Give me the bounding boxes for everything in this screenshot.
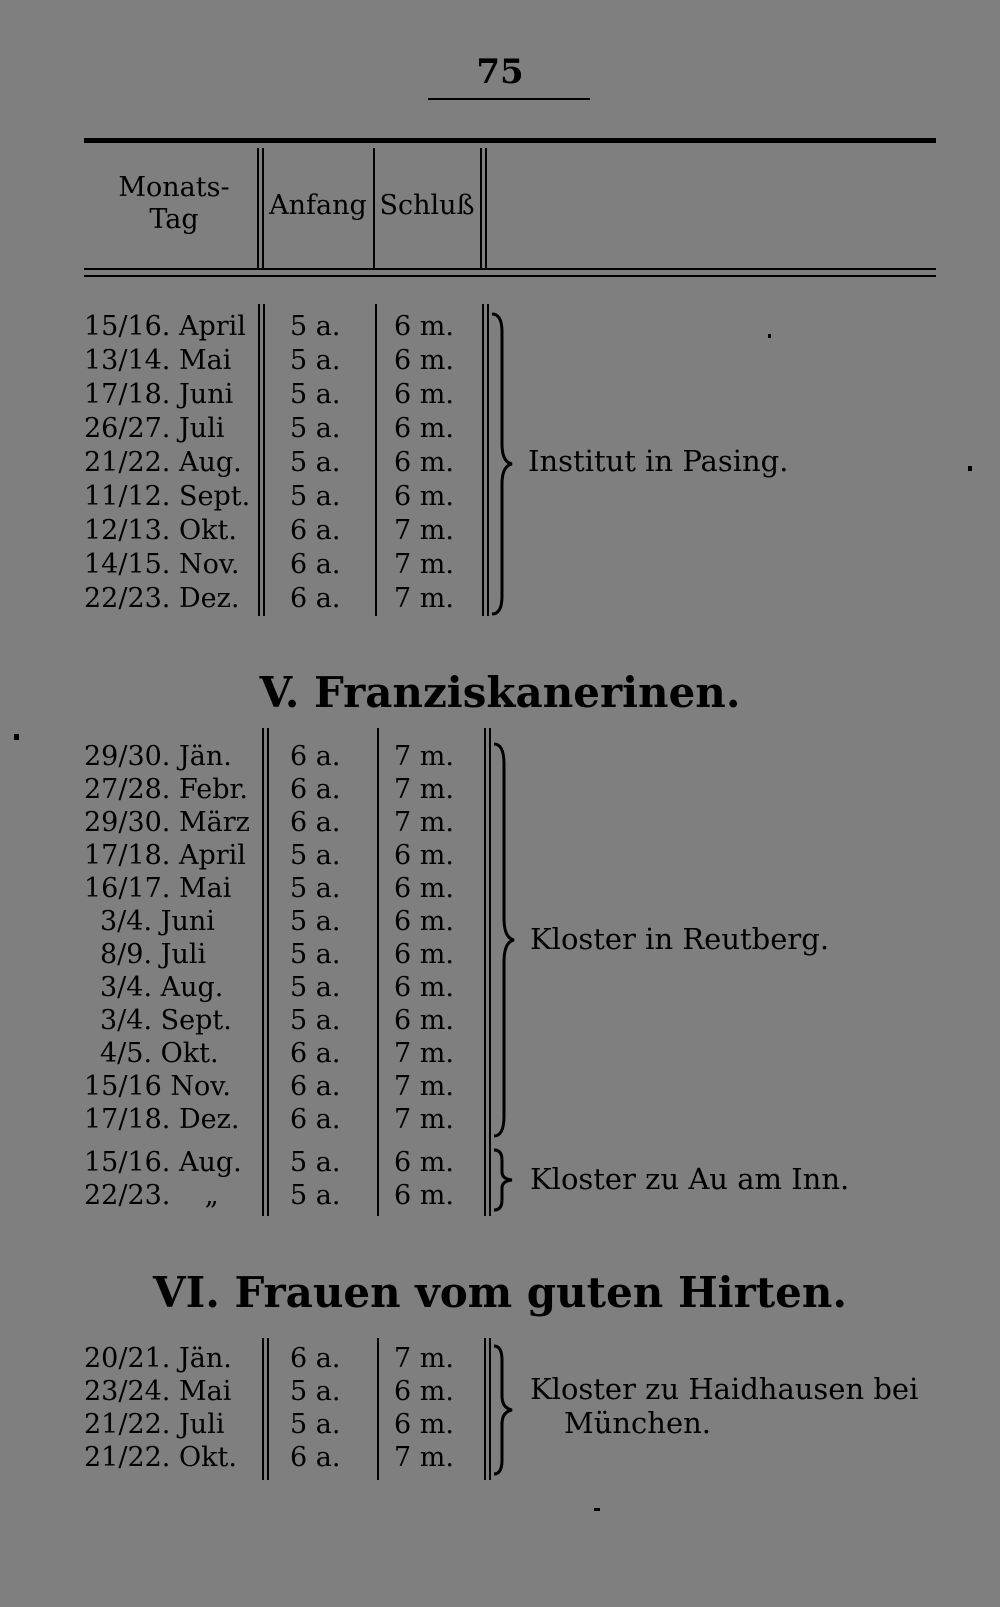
row-end: 7 m.: [394, 741, 454, 772]
row-date: 21/22. Aug.: [84, 447, 242, 478]
row-start: 5 a.: [290, 873, 341, 904]
row-start: 6 a.: [290, 515, 341, 546]
place-label: [530, 1372, 930, 1440]
row-end: 7 m.: [394, 1071, 454, 1102]
place-label: Kloster in Reutberg.: [530, 922, 830, 956]
row-end: 6 m.: [394, 379, 454, 410]
row-date: 15/16. April: [84, 311, 246, 342]
place-line1: [530, 1372, 930, 1406]
row-date: 17/18. April: [84, 840, 246, 871]
row-end: 6 m.: [394, 345, 454, 376]
row-date: 16/17. Mai: [84, 873, 232, 904]
row-start: 6 a.: [290, 1071, 341, 1102]
row-start: 6 a.: [290, 774, 341, 805]
row-date: 12/13. Okt.: [84, 515, 237, 546]
col-divider: [377, 1338, 379, 1480]
row-end: 7 m.: [394, 515, 454, 546]
curly-brace-icon: [490, 1344, 520, 1476]
row-date: 17/18. Juni: [84, 379, 234, 410]
row-end: 6 m.: [394, 311, 454, 342]
col-divider: [263, 304, 265, 616]
place-label: Institut in Pasing.: [528, 444, 789, 478]
row-end: 6 m.: [394, 447, 454, 478]
row-end: 6 m.: [394, 1005, 454, 1036]
row-start: 5 a.: [290, 840, 341, 871]
header-end: Schluß: [379, 190, 475, 221]
row-date: 17/18. Dez.: [84, 1104, 240, 1135]
row-date: 22/23. Dez.: [84, 583, 240, 614]
col-divider: [484, 1338, 486, 1480]
header-day-line1: Monats-: [118, 172, 230, 203]
row-end: 6 m.: [394, 413, 454, 444]
row-date: 29/30. März: [84, 807, 250, 838]
curly-brace-icon: [490, 1148, 520, 1212]
row-start: 5 a.: [290, 906, 341, 937]
curly-brace-icon: [490, 742, 520, 1138]
scan-speck: [594, 1508, 600, 1511]
row-end: 6 m.: [394, 840, 454, 871]
row-end: 6 m.: [394, 1180, 454, 1211]
row-start: 6 a.: [290, 583, 341, 614]
section-title: V. Franziskanerinen.: [259, 668, 741, 717]
header-col-divider: [485, 148, 487, 268]
row-start: 5 a.: [290, 939, 341, 970]
row-start: 5 a.: [290, 379, 341, 410]
row-end: 7 m.: [394, 774, 454, 805]
row-end: 7 m.: [394, 807, 454, 838]
place-line2: München.: [564, 1406, 712, 1440]
row-end: 6 m.: [394, 939, 454, 970]
row-start: 5 a.: [290, 481, 341, 512]
row-date: 27/28. Febr.: [84, 774, 249, 805]
row-end: 7 m.: [394, 1343, 454, 1374]
row-end: 7 m.: [394, 549, 454, 580]
row-start: 6 a.: [290, 1038, 341, 1069]
row-date: 29/30. Jän.: [84, 741, 232, 772]
row-date: 15/16 Nov.: [84, 1071, 231, 1102]
row-start: 5 a.: [290, 345, 341, 376]
header-day: [94, 172, 254, 236]
col-divider: [262, 728, 264, 1216]
col-divider: [375, 304, 377, 616]
row-start: 5 a.: [290, 1005, 341, 1036]
row-end: 6 m.: [394, 1147, 454, 1178]
scan-speck: [14, 734, 19, 740]
col-divider: [482, 304, 484, 616]
row-start: 5 a.: [290, 1376, 341, 1407]
col-divider: [262, 1338, 264, 1480]
row-end: 6 m.: [394, 906, 454, 937]
scan-speck: [968, 466, 972, 471]
row-start: 6 a.: [290, 1343, 341, 1374]
page-number-underline: [428, 98, 590, 100]
col-divider: [267, 728, 269, 1216]
row-date: 26/27. Juli: [84, 413, 225, 444]
header-start: Anfang: [269, 190, 367, 221]
place-line1-text: Kloster zu Haidhausen bei: [530, 1372, 919, 1406]
row-end: 6 m.: [394, 972, 454, 1003]
row-date: 3/4. Aug.: [100, 972, 224, 1003]
header-bottom-rule: [84, 268, 936, 277]
header-col-divider: [480, 148, 482, 268]
header-top-rule: [84, 138, 936, 143]
row-date: 8/9. Juli: [100, 939, 207, 970]
row-date: 21/22. Okt.: [84, 1442, 237, 1473]
col-divider: [484, 728, 486, 1216]
row-date: 23/24. Mai: [84, 1376, 232, 1407]
row-date: 15/16. Aug.: [84, 1147, 242, 1178]
page-number: 75: [476, 52, 524, 92]
section-title: VI. Frauen vom guten Hirten.: [152, 1268, 848, 1317]
row-date: 14/15. Nov.: [84, 549, 240, 580]
row-end: 6 m.: [394, 481, 454, 512]
row-date: 3/4. Sept.: [100, 1005, 232, 1036]
row-end: 6 m.: [394, 1376, 454, 1407]
header-col-divider: [257, 148, 259, 268]
row-end: 7 m.: [394, 1104, 454, 1135]
row-end: 7 m.: [394, 1038, 454, 1069]
row-start: 6 a.: [290, 807, 341, 838]
row-end: 7 m.: [394, 1442, 454, 1473]
scan-speck: [768, 334, 771, 338]
row-start: 6 a.: [290, 549, 341, 580]
row-date: 20/21. Jän.: [84, 1343, 232, 1374]
row-start: 5 a.: [290, 413, 341, 444]
row-date: 11/12. Sept.: [84, 481, 251, 512]
row-end: 7 m.: [394, 583, 454, 614]
row-date: 22/23. „: [84, 1180, 219, 1211]
col-divider: [377, 728, 379, 1216]
row-start: 5 a.: [290, 447, 341, 478]
row-start: 6 a.: [290, 1104, 341, 1135]
header-day-line2: Tag: [149, 204, 199, 235]
row-end: 6 m.: [394, 1409, 454, 1440]
row-date: 13/14. Mai: [84, 345, 232, 376]
row-start: 6 a.: [290, 1442, 341, 1473]
row-date: 21/22. Juli: [84, 1409, 225, 1440]
col-divider: [258, 304, 260, 616]
row-start: 5 a.: [290, 1180, 341, 1211]
row-date: 4/5. Okt.: [100, 1038, 219, 1069]
row-end: 6 m.: [394, 873, 454, 904]
curly-brace-icon: [488, 312, 518, 616]
row-start: 5 a.: [290, 311, 341, 342]
row-start: 5 a.: [290, 1409, 341, 1440]
place-label: Kloster zu Au am Inn.: [530, 1162, 850, 1196]
row-start: 5 a.: [290, 1147, 341, 1178]
row-start: 6 a.: [290, 741, 341, 772]
row-date: 3/4. Juni: [100, 906, 215, 937]
row-start: 5 a.: [290, 972, 341, 1003]
col-divider: [267, 1338, 269, 1480]
